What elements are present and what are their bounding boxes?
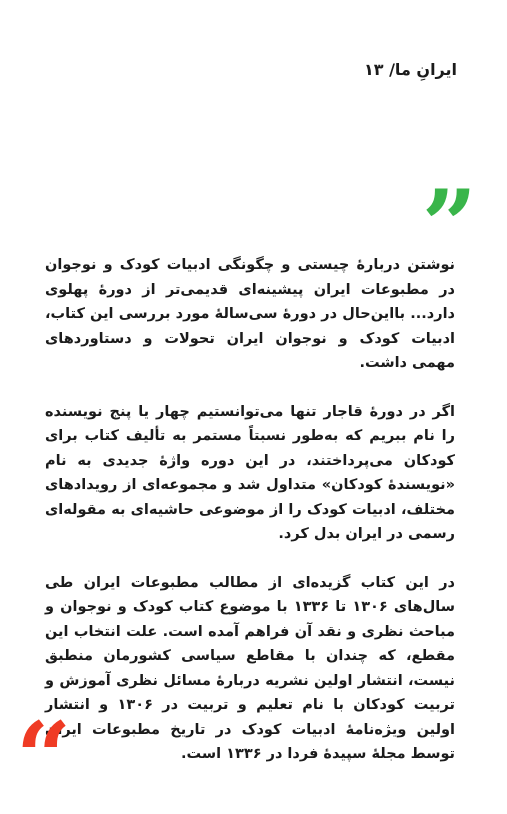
paragraph-3: در این کتاب گزیده‌ای از مطالب مطبوعات ایران طی سال‌های ۱۳۰۶ تا ۱۳۳۶ با موضوع کتاب کودک و نوجوان و مباحث نظری و نقد آن فراهم آمده است. علت انتخاب این مقطع، که چندان با مقاطع سیاسی کشورمان منطبق نیست، انتشار اولین نشریه دربارهٔ مسائل نظری آموزش و تربیت کودکان با نام تعلیم و تربیت در ۱۳۰۶ و انتشار اولین ویژه‌نامهٔ ادبیات کودک در تاریخ مطبوعات ایران توسط مجلهٔ سپیدهٔ فردا در ۱۳۳۶ است. (45, 574, 455, 762)
body-text (45, 253, 455, 767)
closing-quote-mark-icon: ” (421, 169, 477, 282)
paragraph-1: نوشتن دربارهٔ چیستی و چگونگی ادبیات کودک و نوجوان در مطبوعات ایران پیشینه‌ای قدیمی‌تر از دورهٔ پهلوی دارد... بااین‌حال در دورهٔ سی‌سالهٔ مورد بررسی این کتاب، ادبیات کودک و نوجوان ایران تحولات و دستاوردهای مهمی داشت. (45, 257, 455, 371)
paragraph-2: اگر در دورهٔ قاجار تنها می‌توانستیم چهار یا پنج نویسنده را نام ببریم که به‌طور نسبتاً مستمر به تألیف کتاب برای کودکان می‌پرداختند، در این دوره واژهٔ جدیدی به نام «نویسندهٔ کودکان» متداول شد و مجموعه‌ای از رویدادهای مختلف، ادبیات کودک را از موضوعی حاشیه‌ای به مقوله‌ای رسمی در ایران بدل کرد. (45, 403, 455, 542)
opening-quote-mark-icon: “ (16, 701, 72, 814)
page-header: ایرانِ ما/ ۱۳ (363, 60, 457, 79)
